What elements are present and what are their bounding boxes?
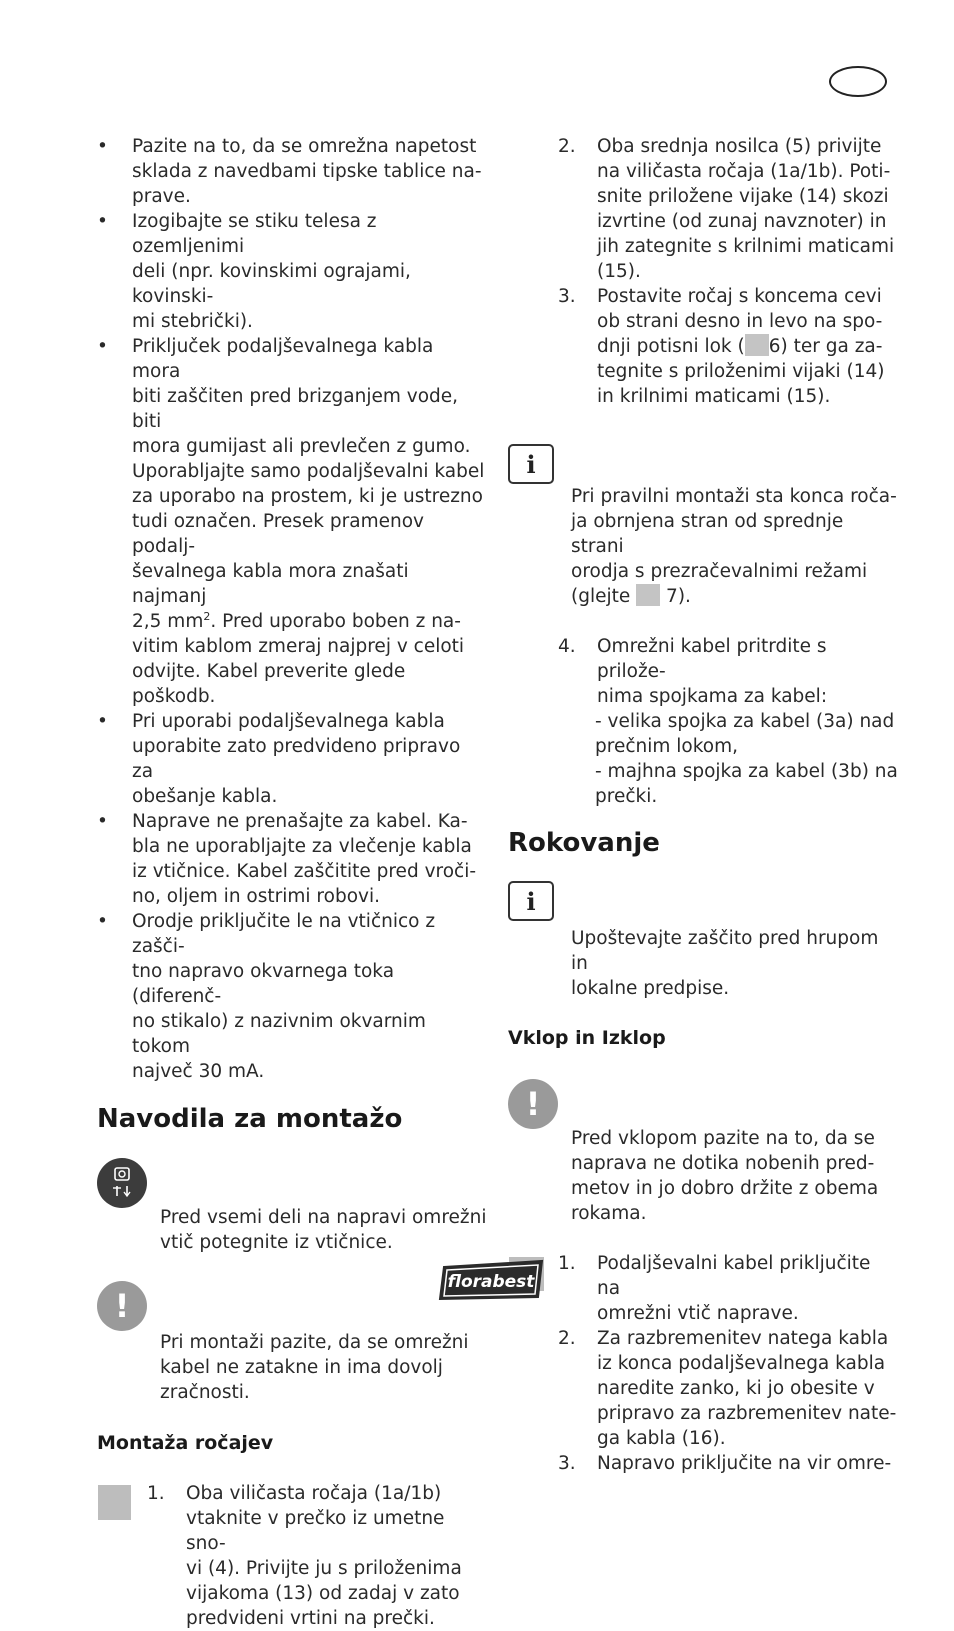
handle-step-1: 1. Oba viličasta ročaja (1a/1b) vtaknite v prečko iz umetne sno- vi (4). Privijte ju s priloženima vijakoma (13) od zadaj v zato predvideni vrtini na prečki. [97, 1481, 487, 1631]
language-badge [829, 66, 887, 97]
bullet-item: • Pri uporabi podaljševalnega kabla uporabite zato predvideno pripravo za obešanje kabla. [97, 709, 487, 809]
note-cable [97, 1280, 487, 1405]
right-column [508, 134, 898, 1476]
operation-step: 3. Napravo priključite na vir omre- [558, 1453, 892, 1474]
florabest-logo [438, 1259, 548, 1301]
operation-steps [508, 1251, 898, 1476]
info-note-assembly [508, 434, 898, 609]
handle-steps-continued [508, 134, 898, 409]
info-note-noise [508, 876, 898, 1001]
bullet-item: • Naprave ne prenašajte za kabel. Ka- bla ne uporabljajte za vlečenje kabla iz vtičnice. Kabel zaščitite pred vroči- no, oljem in ostrimi robovi. [97, 809, 487, 909]
note-unplug [97, 1155, 487, 1255]
info-note-noise-text: Upoštevajte zaščito pred hrupom in lokalne predpise. [571, 928, 879, 999]
svg-text:florabest: florabest [447, 1272, 535, 1292]
handle-step-3: 3. Postavite ročaj s koncema cevi ob strani desno in levo na spo- dnji potisni lok ( 6) ter ga za- tegnite s priloženimi vijaki (14) in krilnimi maticami (15). [558, 286, 885, 407]
note-unplug-text: Pred vsemi deli na napravi omrežni vtič potegnite iz vtičnice. [160, 1207, 487, 1253]
exclamation-icon: ! [97, 1281, 147, 1331]
cable-step-4: 4. Omrežni kabel pritrdite s prilože- nima spojkama za kabel: - velika spojka za kabel (3a) nad prečnim lokom, - majhna spojka za kabel (3b) na prečki. [508, 634, 898, 809]
unplug-icon [97, 1158, 147, 1208]
info-note-text: Pri pravilni montaži sta konca roča- ja obrnjena stran od sprednje strani orodja s prezračevalnimi režami (glejte 7). [571, 486, 897, 607]
exclamation-icon: ! [508, 1079, 558, 1129]
figure-reference-box [745, 334, 769, 356]
handle-step-2: 2. Oba srednja nosilca (5) privijte na viličasta ročaja (1a/1b). Poti- snite priložene vijake (14) skozi izvrtine (od zunaj navznoter) in jih zategnite s krilnimi maticami (15). [558, 136, 895, 282]
safety-bullet-list [97, 134, 487, 1084]
heading-operation: Rokovanje [508, 828, 660, 858]
note-cable-text: Pri montaži pazite, da se omrežni kabel ne zatakne in ima dovolj zračnosti. [160, 1332, 469, 1403]
sub-item: - velika spojka za kabel (3a) nad prečnim lokom, [595, 711, 895, 757]
info-icon: i [508, 444, 554, 484]
figure-reference-box [636, 584, 660, 606]
heading-on-off: Vklop in Izklop [508, 1027, 666, 1049]
warning-on-off [508, 1076, 898, 1226]
bullet-item: • Izogibajte se stiku telesa z ozemljenimi deli (npr. kovinskimi ograjami, kovinski- mi stebrički). [97, 209, 487, 334]
operation-step: 2. Za razbremenitev natega kabla iz konca podaljševalnega kabla naredite zanko, ki jo obesite v pripravo za razbremenitev nate- ga kabla (16). [558, 1328, 897, 1449]
info-icon: i [508, 881, 554, 921]
heading-assembly: Navodila za montažo [97, 1104, 403, 1134]
left-column [97, 134, 487, 1631]
operation-step: 1. Podaljševalni kabel priključite na omrežni vtič naprave. [558, 1253, 871, 1324]
bullet-item: • Pazite na to, da se omrežna napetost sklada z navedbami tipske tablice na- prave. [97, 134, 487, 209]
sub-item: - majhna spojka za kabel (3b) na prečki. [595, 761, 898, 807]
heading-handles: Montaža ročajev [97, 1432, 274, 1454]
warning-on-off-text: Pred vklopom pazite na to, da se naprava ne dotika nobenih pred- metov in jo dobro držite z obema rokama. [571, 1128, 879, 1224]
bullet-item: • Orodje priključite le na vtičnico z zašči- tno napravo okvarnega toka (diferenč- no stikalo) z nazivnim okvarnim tokom največ 30 mA. [97, 909, 487, 1084]
bullet-item: • Priključek podaljševalnega kabla mora biti zaščiten pred brizganjem vode, biti mora gumijast ali prevlečen z gumo. Uporabljajte samo podaljševalni kabel za uporabo na prostem, ki je ustrezno tudi označen. Presek pramenov podalj- ševalnega kabla mora znašati najmanj 2,5 $mm^2$. Pred uporabo boben z na- vitim kablom zmeraj najprej v celoti odvijte. Kabel preverite glede poškodb. [97, 334, 487, 709]
